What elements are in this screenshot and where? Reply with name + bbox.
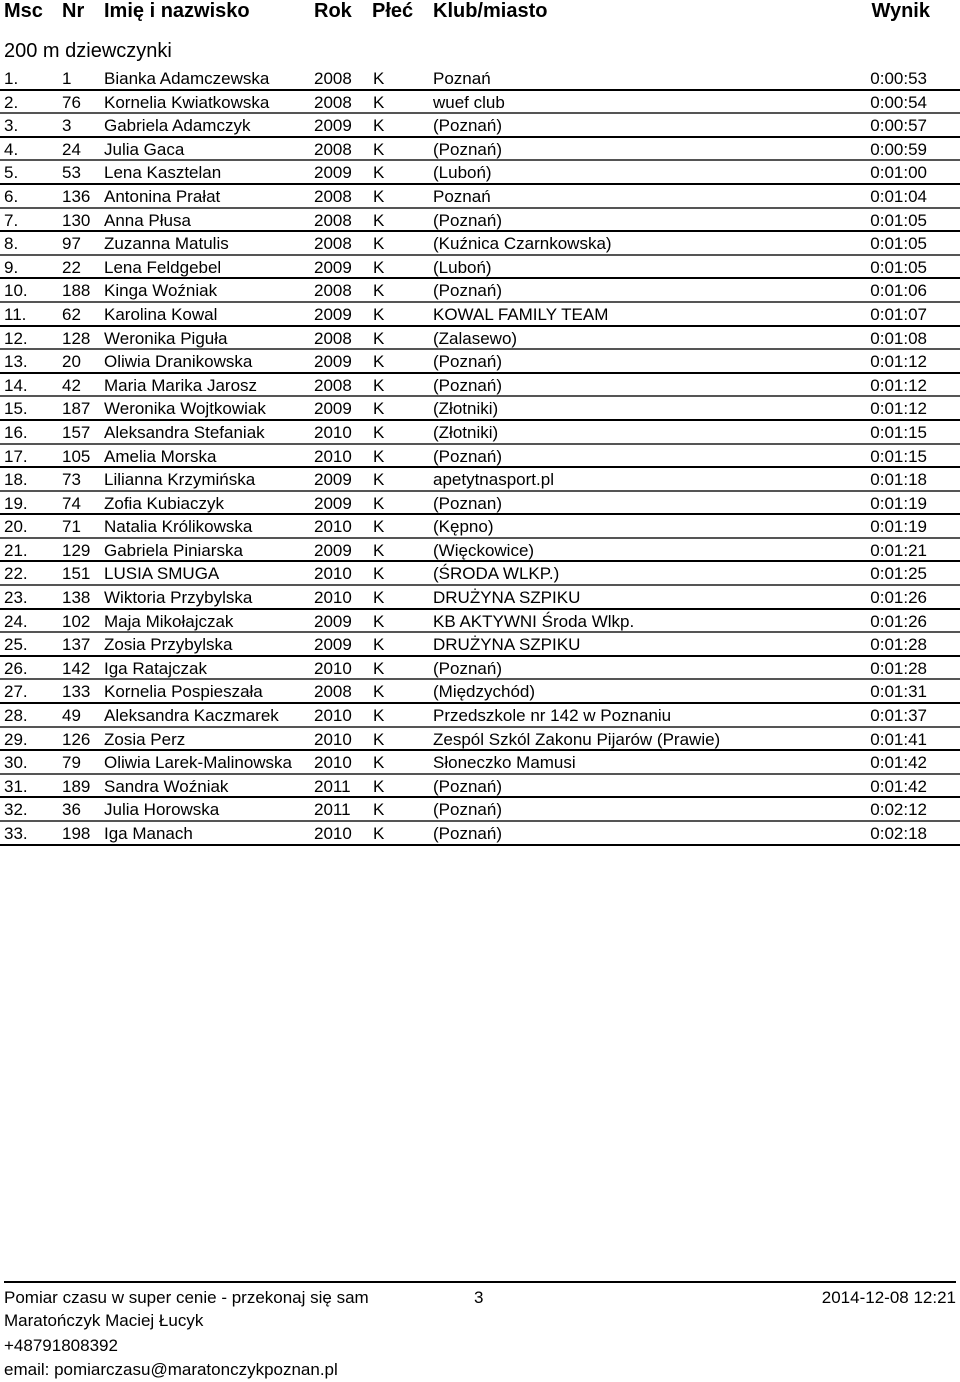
- row-nr: 198: [62, 824, 91, 843]
- row-year: 2010: [314, 729, 352, 749]
- row-sex: K: [373, 682, 385, 702]
- header-name: Imię i nazwisko: [104, 0, 250, 22]
- row-sex: K: [373, 611, 385, 631]
- row-nr: 62: [62, 304, 81, 324]
- row-sex: K: [373, 69, 385, 88]
- row-club: (Zalasewo): [433, 328, 518, 348]
- row-name: Weronika Wojtkowiak: [104, 399, 266, 419]
- row-name: Zosia Perz: [104, 729, 186, 749]
- row-club: Poznań: [433, 69, 491, 88]
- row-result: 0:01:21: [870, 540, 927, 560]
- row-nr: 1: [62, 69, 72, 88]
- row-year: 2010: [314, 706, 352, 726]
- row-result: 0:01:12: [870, 352, 927, 372]
- row-sex: K: [373, 139, 385, 159]
- row-result: 0:01:31: [870, 682, 927, 702]
- row-name: Kinga Woźniak: [104, 281, 218, 301]
- row-result: 0:01:05: [870, 210, 927, 230]
- table-row: [0, 67, 960, 91]
- row-result: 0:01:19: [870, 493, 927, 513]
- table-row: [0, 610, 960, 634]
- row-nr: 151: [62, 564, 91, 584]
- row-year: 2011: [314, 776, 351, 796]
- row-name: Amelia Morska: [104, 446, 217, 466]
- row-sex: K: [373, 800, 385, 820]
- row-result: 0:02:12: [870, 800, 927, 820]
- row-msc: 31.: [4, 776, 28, 796]
- table-row: [0, 161, 960, 185]
- row-msc: 24.: [4, 611, 28, 631]
- row-year: 2008: [314, 234, 352, 254]
- row-name: Lilianna Krzymińska: [104, 470, 256, 490]
- row-club: (Kuźnica Czarnkowska): [433, 234, 612, 254]
- row-nr: 53: [62, 163, 81, 183]
- row-name: Weronika Piguła: [104, 328, 228, 348]
- row-club: Przedszkole nr 142 w Poznaniu: [433, 706, 672, 726]
- row-name: Gabriela Adamczyk: [104, 116, 251, 136]
- header-club: Klub/miasto: [433, 0, 548, 22]
- row-club: wuef club: [433, 92, 505, 112]
- table-row: [0, 468, 960, 492]
- row-club: (Poznań): [433, 116, 502, 136]
- row-name: Iga Ratajczak: [104, 658, 207, 678]
- row-year: 2009: [314, 304, 352, 324]
- table-row: [0, 515, 960, 539]
- footer-slogan: Pomiar czasu w super cenie - przekonaj się sam: [4, 1288, 369, 1307]
- row-year: 2009: [314, 540, 352, 560]
- row-nr: 105: [62, 446, 91, 466]
- table-row: [0, 350, 960, 374]
- row-club: (Złotniki): [433, 422, 499, 442]
- row-msc: 17.: [4, 446, 28, 466]
- row-year: 2009: [314, 493, 352, 513]
- footer-divider: [4, 1281, 956, 1283]
- row-msc: 14.: [4, 375, 28, 395]
- row-year: 2010: [314, 824, 352, 843]
- row-nr: 133: [62, 682, 91, 702]
- table-row: [0, 728, 960, 752]
- row-msc: 6.: [4, 186, 19, 206]
- header-year: Rok: [314, 0, 352, 22]
- row-sex: K: [373, 517, 385, 537]
- row-year: 2010: [314, 422, 352, 442]
- row-nr: 188: [62, 281, 91, 301]
- row-msc: 18.: [4, 470, 28, 490]
- row-nr: 187: [62, 399, 91, 419]
- row-msc: 3.: [4, 116, 19, 136]
- row-nr: 22: [62, 257, 81, 277]
- row-msc: 5.: [4, 163, 19, 183]
- row-name: Zosia Przybylska: [104, 635, 233, 655]
- footer-email: email: pomiarczasu@maratonczykpoznan.pl: [4, 1360, 338, 1379]
- row-sex: K: [373, 304, 385, 324]
- row-msc: 8.: [4, 234, 19, 254]
- row-name: Lena Kasztelan: [104, 163, 222, 183]
- row-nr: 42: [62, 375, 81, 395]
- row-club: (Luboń): [433, 257, 492, 277]
- table-row: [0, 562, 960, 586]
- row-year: 2008: [314, 682, 352, 702]
- table-row: [0, 775, 960, 799]
- row-nr: 137: [62, 635, 91, 655]
- row-sex: K: [373, 658, 385, 678]
- row-nr: 49: [62, 706, 81, 726]
- row-nr: 189: [62, 776, 91, 796]
- table-row: [0, 633, 960, 657]
- row-sex: K: [373, 493, 385, 513]
- row-nr: 3: [62, 116, 72, 136]
- row-nr: 128: [62, 328, 91, 348]
- row-nr: 130: [62, 210, 91, 230]
- row-year: 2009: [314, 611, 352, 631]
- row-name: Sandra Woźniak: [104, 776, 229, 796]
- row-year: 2009: [314, 399, 352, 419]
- row-result: 0:01:06: [870, 281, 927, 301]
- row-name: LUSIA SMUGA: [104, 564, 220, 584]
- row-year: 2008: [314, 92, 352, 112]
- footer-page-number: 3: [474, 1288, 484, 1307]
- table-row: [0, 232, 960, 256]
- table-row: [0, 256, 960, 280]
- row-msc: 15.: [4, 399, 28, 419]
- row-name: Aleksandra Kaczmarek: [104, 706, 279, 726]
- row-club: (Luboń): [433, 163, 492, 183]
- row-result: 0:01:12: [870, 399, 927, 419]
- row-msc: 25.: [4, 635, 28, 655]
- row-result: 0:01:05: [870, 257, 927, 277]
- row-sex: K: [373, 210, 385, 230]
- table-row: [0, 279, 960, 303]
- row-club: (Kępno): [433, 517, 494, 537]
- table-row: [0, 138, 960, 162]
- row-result: 0:02:18: [870, 824, 927, 843]
- row-sex: K: [373, 375, 385, 395]
- column-header: [0, 0, 960, 24]
- row-result: 0:00:57: [870, 116, 927, 136]
- row-year: 2008: [314, 139, 352, 159]
- row-year: 2008: [314, 328, 352, 348]
- row-sex: K: [373, 635, 385, 655]
- row-club: (Poznań): [433, 446, 502, 466]
- row-nr: 76: [62, 92, 81, 112]
- table-row: [0, 185, 960, 209]
- row-result: 0:01:25: [870, 564, 927, 584]
- row-year: 2009: [314, 257, 352, 277]
- table-row: [0, 397, 960, 421]
- row-result: 0:01:19: [870, 517, 927, 537]
- row-club: (Więckowice): [433, 540, 535, 560]
- row-msc: 4.: [4, 139, 19, 159]
- row-club: Poznań: [433, 186, 491, 206]
- row-sex: K: [373, 470, 385, 490]
- row-year: 2008: [314, 69, 352, 88]
- row-name: Antonina Prałat: [104, 186, 221, 206]
- table-row: [0, 421, 960, 445]
- row-year: 2010: [314, 753, 352, 773]
- row-club: (Poznań): [433, 800, 502, 820]
- row-club: Słoneczko Mamusi: [433, 753, 576, 773]
- row-sex: K: [373, 588, 385, 608]
- row-nr: 97: [62, 234, 81, 254]
- row-nr: 36: [62, 800, 81, 820]
- row-nr: 138: [62, 588, 91, 608]
- row-sex: K: [373, 352, 385, 372]
- row-msc: 26.: [4, 658, 28, 678]
- table-row: [0, 445, 960, 469]
- row-year: 2009: [314, 470, 352, 490]
- row-club: (Poznań): [433, 824, 502, 843]
- row-year: 2010: [314, 517, 352, 537]
- row-result: 0:01:12: [870, 375, 927, 395]
- table-row: [0, 209, 960, 233]
- row-nr: 102: [62, 611, 91, 631]
- row-name: Bianka Adamczewska: [104, 69, 270, 88]
- row-year: 2008: [314, 375, 352, 395]
- row-result: 0:01:15: [870, 422, 927, 442]
- row-nr: 142: [62, 658, 91, 678]
- row-msc: 28.: [4, 706, 28, 726]
- row-msc: 33.: [4, 824, 28, 843]
- row-result: 0:00:53: [870, 69, 927, 88]
- row-sex: K: [373, 92, 385, 112]
- row-club: apetytnasport.pl: [433, 470, 554, 490]
- row-club: (Poznań): [433, 375, 502, 395]
- row-club: KOWAL FAMILY TEAM: [433, 304, 609, 324]
- row-msc: 19.: [4, 493, 28, 513]
- row-name: Lena Feldgebel: [104, 257, 222, 277]
- row-name: Oliwia Dranikowska: [104, 352, 253, 372]
- row-year: 2008: [314, 210, 352, 230]
- table-row: [0, 114, 960, 138]
- row-sex: K: [373, 399, 385, 419]
- row-sex: K: [373, 753, 385, 773]
- row-year: 2010: [314, 446, 352, 466]
- row-nr: 129: [62, 540, 91, 560]
- row-year: 2011: [314, 800, 351, 820]
- table-row: [0, 539, 960, 563]
- table-row: [0, 374, 960, 398]
- row-nr: 73: [62, 470, 81, 490]
- row-msc: 7.: [4, 210, 19, 230]
- row-name: Karolina Kowal: [104, 304, 218, 324]
- row-msc: 10.: [4, 281, 28, 301]
- row-result: 0:01:15: [870, 446, 927, 466]
- header-result: Wynik: [871, 0, 930, 22]
- header-msc: Msc: [4, 0, 43, 22]
- row-result: 0:01:00: [870, 163, 927, 183]
- row-result: 0:01:41: [870, 729, 927, 749]
- row-msc: 2.: [4, 92, 19, 112]
- row-club: (Międzychód): [433, 682, 536, 702]
- row-msc: 29.: [4, 729, 28, 749]
- row-msc: 16.: [4, 422, 28, 442]
- row-year: 2009: [314, 116, 352, 136]
- row-name: Iga Manach: [104, 824, 193, 843]
- row-club: (Poznan): [433, 493, 502, 513]
- section-title: 200 m dziewczynki: [4, 40, 172, 62]
- header-nr: Nr: [62, 0, 85, 22]
- row-nr: 71: [62, 517, 81, 537]
- row-result: 0:01:28: [870, 658, 927, 678]
- row-sex: K: [373, 540, 385, 560]
- row-msc: 22.: [4, 564, 28, 584]
- row-msc: 9.: [4, 257, 19, 277]
- table-row: [0, 704, 960, 728]
- table-row: [0, 586, 960, 610]
- row-sex: K: [373, 163, 385, 183]
- row-year: 2010: [314, 588, 352, 608]
- footer-datetime: 2014-12-08 12:21: [821, 1288, 956, 1307]
- table-row: [0, 657, 960, 681]
- row-club: (Złotniki): [433, 399, 499, 419]
- row-result: 0:01:42: [870, 753, 927, 773]
- footer-phone: +48791808392: [4, 1336, 118, 1355]
- row-msc: 11.: [4, 304, 27, 324]
- row-club: (Poznań): [433, 139, 502, 159]
- row-sex: K: [373, 422, 385, 442]
- row-club: (Poznań): [433, 352, 502, 372]
- row-sex: K: [373, 706, 385, 726]
- row-name: Wiktoria Przybylska: [104, 588, 253, 608]
- row-name: Zofia Kubiaczyk: [104, 493, 224, 513]
- row-year: 2009: [314, 352, 352, 372]
- row-msc: 27.: [4, 682, 28, 702]
- header-sex: Płeć: [372, 0, 414, 22]
- row-result: 0:01:26: [870, 588, 927, 608]
- row-year: 2008: [314, 281, 352, 301]
- row-name: Julia Gaca: [104, 139, 185, 159]
- results-table: [0, 67, 960, 846]
- row-sex: K: [373, 776, 385, 796]
- row-result: 0:01:18: [870, 470, 927, 490]
- row-msc: 12.: [4, 328, 28, 348]
- row-msc: 23.: [4, 588, 28, 608]
- row-name: Oliwia Larek-Malinowska: [104, 753, 293, 773]
- row-year: 2010: [314, 658, 352, 678]
- row-nr: 126: [62, 729, 91, 749]
- row-sex: K: [373, 729, 385, 749]
- row-name: Kornelia Pospieszała: [104, 682, 263, 702]
- row-result: 0:01:42: [870, 776, 927, 796]
- row-nr: 20: [62, 352, 81, 372]
- row-sex: K: [373, 257, 385, 277]
- table-row: [0, 492, 960, 516]
- row-msc: 32.: [4, 800, 28, 820]
- row-club: Zespól Szkól Zakonu Pijarów (Prawie): [433, 729, 721, 749]
- table-row: [0, 327, 960, 351]
- row-nr: 136: [62, 186, 91, 206]
- row-club: (Poznań): [433, 658, 502, 678]
- row-msc: 30.: [4, 753, 28, 773]
- row-club: (Poznań): [433, 210, 502, 230]
- row-year: 2008: [314, 186, 352, 206]
- row-name: Kornelia Kwiatkowska: [104, 92, 270, 112]
- row-sex: K: [373, 564, 385, 584]
- row-sex: K: [373, 824, 385, 843]
- row-sex: K: [373, 116, 385, 136]
- row-sex: K: [373, 234, 385, 254]
- table-row: [0, 822, 960, 846]
- row-result: 0:00:59: [870, 139, 927, 159]
- row-name: Zuzanna Matulis: [104, 234, 229, 254]
- row-club: (ŚRODA WLKP.): [433, 564, 560, 584]
- table-row: [0, 303, 960, 327]
- row-name: Aleksandra Stefaniak: [104, 422, 265, 442]
- footer-company: Maratończyk Maciej Łucyk: [4, 1311, 204, 1330]
- row-result: 0:01:08: [870, 328, 927, 348]
- row-year: 2009: [314, 163, 352, 183]
- row-name: Gabriela Piniarska: [104, 540, 243, 560]
- row-nr: 74: [62, 493, 81, 513]
- row-sex: K: [373, 328, 385, 348]
- row-msc: 21.: [4, 540, 28, 560]
- table-row: [0, 798, 960, 822]
- row-result: 0:01:37: [870, 706, 927, 726]
- row-club: DRUŻYNA SZPIKU: [433, 588, 581, 608]
- row-name: Maria Marika Jarosz: [104, 375, 258, 395]
- row-sex: K: [373, 281, 385, 301]
- row-nr: 79: [62, 753, 81, 773]
- row-nr: 24: [62, 139, 81, 159]
- row-result: 0:00:54: [870, 92, 927, 112]
- row-msc: 13.: [4, 352, 28, 372]
- row-club: (Poznań): [433, 281, 502, 301]
- row-result: 0:01:04: [870, 186, 927, 206]
- row-name: Julia Horowska: [104, 800, 220, 820]
- row-club: (Poznań): [433, 776, 502, 796]
- table-row: [0, 751, 960, 775]
- row-year: 2010: [314, 564, 352, 584]
- row-result: 0:01:28: [870, 635, 927, 655]
- row-club: KB AKTYWNI Środa Wlkp.: [433, 611, 635, 631]
- row-result: 0:01:05: [870, 234, 927, 254]
- row-year: 2009: [314, 635, 352, 655]
- table-row: [0, 680, 960, 704]
- row-nr: 157: [62, 422, 91, 442]
- row-club: DRUŻYNA SZPIKU: [433, 635, 581, 655]
- row-msc: 1.: [4, 69, 19, 88]
- row-sex: K: [373, 446, 385, 466]
- row-result: 0:01:26: [870, 611, 927, 631]
- row-name: Natalia Królikowska: [104, 517, 253, 537]
- row-result: 0:01:07: [870, 304, 927, 324]
- row-sex: K: [373, 186, 385, 206]
- row-msc: 20.: [4, 517, 28, 537]
- row-name: Maja Mikołajczak: [104, 611, 234, 631]
- table-row: [0, 91, 960, 115]
- row-name: Anna Płusa: [104, 210, 191, 230]
